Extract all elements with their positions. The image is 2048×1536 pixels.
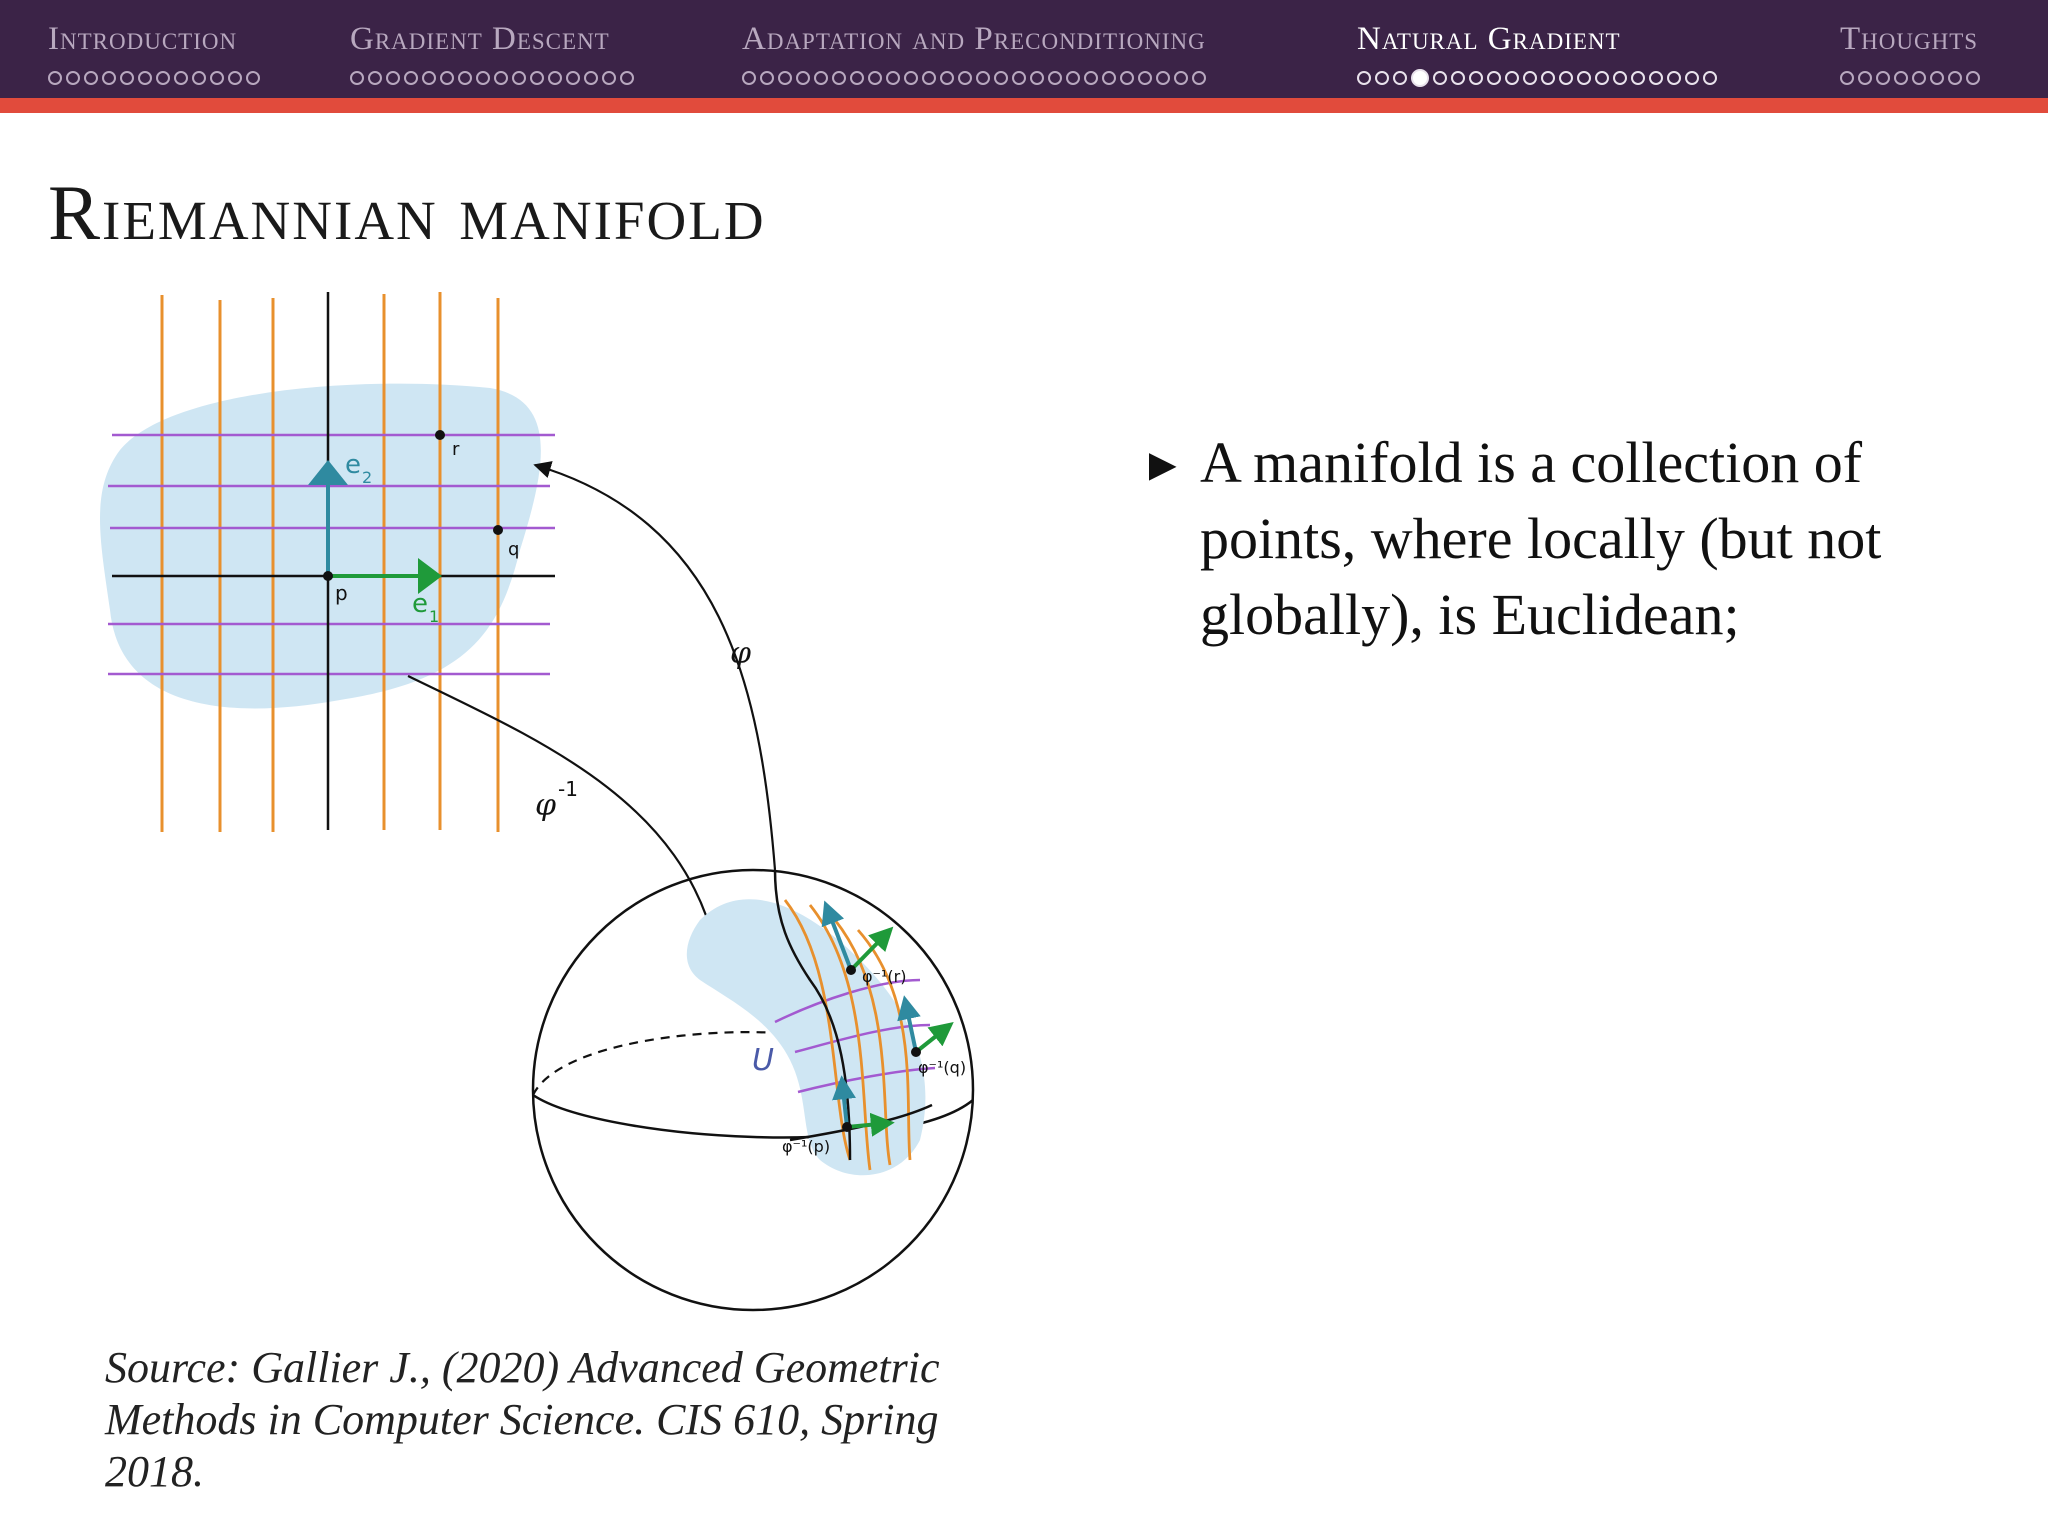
label-phi-inv-p: φ⁻¹(p) [782, 1137, 831, 1156]
nav-dot[interactable] [1357, 71, 1371, 85]
nav-dot[interactable] [1631, 71, 1645, 85]
nav-dot[interactable] [940, 71, 954, 85]
label-e2-sub: 2 [362, 468, 373, 487]
nav-dot[interactable] [868, 71, 882, 85]
source-line-2: Methods in Computer Science. CIS 610, Spring 2018. [105, 1395, 939, 1496]
nav-dot[interactable] [1012, 71, 1026, 85]
nav-dot[interactable] [778, 71, 792, 85]
nav-dot[interactable] [1876, 71, 1890, 85]
nav-dot[interactable] [1375, 71, 1389, 85]
nav-dot[interactable] [1469, 71, 1483, 85]
source-line-1: Source: Gallier J., (2020) Advanced Geometric [105, 1343, 940, 1392]
nav-dot[interactable] [1703, 71, 1717, 85]
nav-dot[interactable] [1048, 71, 1062, 85]
phi-inverse-arrow [408, 676, 715, 945]
nav-dot[interactable] [174, 71, 188, 85]
nav-dot[interactable] [1894, 71, 1908, 85]
nav-dot[interactable] [192, 71, 206, 85]
nav-dot[interactable] [1685, 71, 1699, 85]
nav-dot[interactable] [1667, 71, 1681, 85]
nav-dot[interactable] [386, 71, 400, 85]
nav-dot[interactable] [814, 71, 828, 85]
bullet-arrow-icon: ► [1140, 439, 1186, 490]
nav-dot[interactable] [994, 71, 1008, 85]
nav-dot[interactable] [976, 71, 990, 85]
nav-dot[interactable] [1120, 71, 1134, 85]
label-phi-inverse-sup: -1 [558, 777, 578, 801]
nav-section-natural-gradient[interactable] [1357, 20, 1717, 88]
nav-label[interactable]: Natural Gradient [1357, 21, 1621, 57]
point-r [435, 430, 445, 440]
manifold-figure [0, 280, 1020, 1330]
chart-plane [100, 292, 555, 832]
label-phi-inv-r: φ⁻¹(r) [862, 967, 907, 986]
nav-section-adaptation[interactable] [742, 20, 1206, 88]
nav-dot[interactable] [1138, 71, 1152, 85]
nav-dot[interactable] [584, 71, 598, 85]
patch-U [687, 899, 926, 1175]
nav-label[interactable]: Adaptation and Preconditioning [742, 21, 1206, 57]
slide-title: Riemannian manifold [48, 169, 766, 256]
nav-label[interactable]: Introduction [48, 21, 238, 57]
nav-dot[interactable] [1433, 71, 1447, 85]
nav-dot[interactable] [1523, 71, 1537, 85]
nav-dot[interactable] [512, 71, 526, 85]
nav-dot[interactable] [850, 71, 864, 85]
nav-dot[interactable] [1858, 71, 1872, 85]
label-phi-inv-q: φ⁻¹(q) [918, 1058, 967, 1077]
nav-section-introduction[interactable] [48, 20, 260, 88]
nav-dots [742, 68, 1206, 88]
nav-section-thoughts[interactable] [1840, 20, 1980, 88]
label-e2: e [345, 450, 361, 480]
label-U: U [752, 1043, 774, 1078]
nav-dot[interactable] [476, 71, 490, 85]
nav-dot[interactable] [904, 71, 918, 85]
nav-dot[interactable] [1066, 71, 1080, 85]
nav-dot[interactable] [48, 71, 62, 85]
nav-dot[interactable] [1649, 71, 1663, 85]
label-phi-inverse: φ [535, 788, 557, 823]
nav-dot[interactable] [742, 71, 756, 85]
point-p [323, 571, 333, 581]
point-q [493, 525, 503, 535]
nav-dot[interactable] [1912, 71, 1926, 85]
nav-dots [350, 68, 634, 88]
nav-dot[interactable] [832, 71, 846, 85]
nav-dots [1357, 68, 1717, 88]
chart-region [100, 384, 541, 709]
navigation-bar [0, 0, 2048, 98]
nav-dot[interactable] [1174, 71, 1188, 85]
label-e1-sub: 1 [429, 607, 440, 626]
nav-dot[interactable] [210, 71, 224, 85]
sphere-point-q [911, 1047, 921, 1057]
bullet-item [1140, 425, 1980, 653]
nav-dot[interactable] [760, 71, 774, 85]
nav-dot[interactable] [458, 71, 472, 85]
nav-dots [1840, 68, 1980, 88]
tangent-green-r [851, 930, 890, 970]
nav-dot[interactable] [548, 71, 562, 85]
nav-dots [48, 68, 260, 88]
label-e1: e [412, 589, 428, 619]
nav-dot[interactable] [1102, 71, 1116, 85]
nav-dot[interactable] [602, 71, 616, 85]
nav-dot[interactable] [156, 71, 170, 85]
nav-dot[interactable] [368, 71, 382, 85]
nav-dot[interactable] [1930, 71, 1944, 85]
label-phi: φ [730, 636, 752, 671]
label-r: r [452, 439, 460, 460]
nav-dot[interactable] [350, 71, 364, 85]
nav-dot[interactable] [1541, 71, 1555, 85]
nav-dot[interactable] [102, 71, 116, 85]
nav-dot[interactable] [922, 71, 936, 85]
nav-dot[interactable] [138, 71, 152, 85]
nav-dot[interactable] [440, 71, 454, 85]
nav-dot[interactable] [1192, 71, 1206, 85]
nav-dot[interactable] [1613, 71, 1627, 85]
nav-dot[interactable] [404, 71, 418, 85]
nav-dot[interactable] [620, 71, 634, 85]
label-p: p [335, 581, 348, 605]
nav-dot[interactable] [1505, 71, 1519, 85]
nav-dot[interactable] [1487, 71, 1501, 85]
nav-dot[interactable] [1577, 71, 1591, 85]
nav-dot[interactable] [1030, 71, 1044, 85]
nav-dot[interactable] [246, 71, 260, 85]
sphere-point-p [842, 1122, 852, 1132]
nav-dot[interactable] [1966, 71, 1980, 85]
nav-dot[interactable] [84, 71, 98, 85]
nav-dot[interactable] [1948, 71, 1962, 85]
nav-dot[interactable] [494, 71, 508, 85]
sphere-point-r [846, 965, 856, 975]
nav-dot[interactable] [1595, 71, 1609, 85]
nav-dot[interactable] [1451, 71, 1465, 85]
nav-dot[interactable] [796, 71, 810, 85]
nav-dot[interactable] [1393, 71, 1407, 85]
nav-dot[interactable] [530, 71, 544, 85]
label-q: q [508, 539, 520, 560]
nav-dot[interactable] [1156, 71, 1170, 85]
nav-label[interactable]: Thoughts [1840, 21, 1979, 57]
tangent-green-q [916, 1025, 950, 1052]
nav-dot[interactable] [1084, 71, 1098, 85]
nav-dot[interactable] [1840, 71, 1854, 85]
nav-label[interactable]: Gradient Descent [350, 21, 610, 57]
nav-dot[interactable] [886, 71, 900, 85]
accent-stripe [0, 98, 2048, 113]
nav-dot[interactable] [566, 71, 580, 85]
nav-dot[interactable] [66, 71, 80, 85]
nav-dot-current[interactable] [1411, 69, 1429, 87]
nav-dot[interactable] [422, 71, 436, 85]
nav-dot[interactable] [1559, 71, 1573, 85]
nav-dot[interactable] [120, 71, 134, 85]
nav-section-gradient-descent[interactable] [350, 20, 634, 88]
sphere [533, 870, 973, 1310]
nav-dot[interactable] [228, 71, 242, 85]
source-citation [105, 1342, 1005, 1498]
nav-dot[interactable] [958, 71, 972, 85]
bullet-text: A manifold is a collection of points, where locally (but not globally), is Euclidean; [1200, 430, 1882, 647]
